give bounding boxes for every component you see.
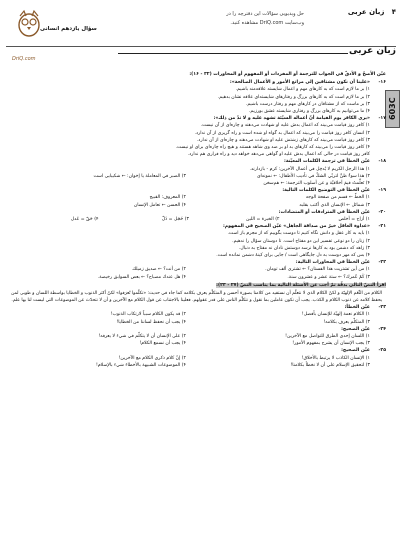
questions-body [8, 70, 386, 369]
option-4[interactable]: ۴) هل عندك مصباح؟ ← بعض السوابق رخيصة. [97, 274, 186, 280]
option-extra-line: كافر روز قیامت در حالی كه اعمال بدش علیه او گواهی می‌دهد خواهد دید و راه فراری هم ندارد. [187, 152, 370, 158]
options-grid [8, 311, 386, 325]
booklet-code-tab: 603C [385, 90, 400, 128]
option-4[interactable]: ۴) الموضوعات الشبيهة بالأخطاء شيء بالإسلام! [95, 362, 186, 368]
header-subject: زبان عربی [347, 8, 385, 16]
owl-logo-icon [16, 8, 42, 38]
header-note-line2: وب‌سایت DriQ.com مشاهده کنید. [230, 20, 304, 26]
option-1[interactable]: ١) أزاح = أخلص [338, 217, 370, 223]
question-text: عيّن الخطأ في المحاورات التالية: [295, 260, 370, 266]
question-text: «عداوة العاقل خيرٌ من صداقة الجاهل» عيّن الصحيح في المفهوم: [222, 224, 370, 230]
option-2[interactable]: ٢) إنّ كلام ذكرى الكلام مع الآخرين! [118, 355, 186, 361]
option-3[interactable]: ٣) كَمْ عُمرك؟ ← ستة عشر و عشرون سنة. [287, 274, 370, 280]
option-3[interactable]: ٣) لتحقيق الإسلام علي أن لا نخطأ بكلامنا! [290, 362, 370, 368]
option-2[interactable]: ٢) هذا سوءُ ظنِّ لتربّي الشكّ في تأديب الأطفال: ← نمونه‌اى [256, 173, 370, 179]
option-1[interactable]: ١) اللسان إحدى الطرق للتواصل مع الآخرين! [285, 333, 370, 339]
option-4[interactable]: ۴) ما می‌توانیم به كارهای بزرگ و رفتاری شایسته عشق بورزیم. [248, 109, 370, 115]
question-20 [8, 209, 386, 216]
option-1[interactable]: ١) هذا الرجل الكريم لا يُدخِل في أعمال الآخرين: كرم - بازدارند. [249, 166, 370, 172]
passage-instruction: اقرأ النصّ التالي بدقّة ثمّ أجب عن الأسئلة التالية بما يناسب النصّ (٢٧ - ٢٣): [216, 282, 386, 288]
option-4[interactable]: ۴) الحسن ← تعامل الإنسان [133, 202, 186, 208]
question-number: ١٧- [378, 116, 386, 122]
section-instruction: عيّن الأصحّ و الأدقّ في الجواب للترجمة أو المفردات أو المفهوم أو المحاورات (٣٢ - ١۶): [189, 72, 386, 77]
question-22 [8, 259, 386, 266]
option-4[interactable]: ۴) يجب أن نسمع الكلام! [139, 341, 186, 347]
question-number: ٢٠- [378, 209, 386, 215]
question-25 [8, 347, 386, 354]
question-text: عيّن الخطأ في المترادفات أو المتضادات: [278, 209, 370, 215]
option-2[interactable]: ٢) المعروف: القبيح [149, 195, 186, 201]
option-1[interactable]: ١) الإنسان الكاذب لا يرتبط بالأخلاق! [301, 355, 370, 361]
option-3[interactable]: ٣) كافر روز قیامت می‌بیند كه كارهای زشتش علیه او شهادت می‌دهند و چاره‌ای از آن ندارد. [196, 137, 370, 143]
passage-heading [8, 282, 386, 289]
question-number: ٢۴- [378, 326, 386, 332]
option-2[interactable]: ٢) الخبرة = اللین [245, 217, 280, 223]
option-2[interactable]: ٢) قد يكون الكلام سبباً لارتكاب الذنوب! [110, 312, 186, 318]
options-grid [8, 355, 386, 369]
option-4[interactable]: ۴) حَقّ = عَدل [70, 217, 99, 223]
header-subtitle: سؤال یازدهم انسانی [40, 26, 97, 32]
header-note [154, 10, 304, 28]
header-note-line1: حل ویدیویی سؤالات این دفترچه را در [226, 11, 304, 17]
option-3[interactable]: ٣) شمائل ← الإنسان الذي أكتب بقلبه [299, 202, 370, 208]
option-2[interactable]: ٢) على الإنسان أن لا يتكلّم في شيء لا يعرفه! [98, 333, 186, 339]
options-grid [8, 216, 386, 223]
option-3[interactable]: ٣) بر ماست كه از مشتاقان در كارهای مهم و رفتار درست باشیم. [245, 101, 370, 107]
title-divider [118, 53, 348, 54]
question-text: عيّن الخطأ في ترجمة الكلمات المعيّنة: [284, 159, 370, 165]
question-17 [8, 115, 386, 122]
question-number: ٢١- [378, 224, 386, 230]
option-3[interactable]: ٣) يجب الإنسان أن يشرح بمفهوم الأمور! [292, 341, 370, 347]
option-1[interactable]: ١) كافر روز قیامت می‌بیند كه اعمال بدش علیه او شهادت می‌دهند و چاره‌ای از آن نیست. [200, 123, 370, 129]
question-text: «علينا أن نكون مشتاقين إلى مراتع الأمور و الأعمال الصالحة»: [229, 80, 370, 86]
section-title: زبان عربی [349, 46, 396, 56]
option-1[interactable]: ١) من أين تشتريت هذا الفستان؟ ← تشتري ألف تومان. [265, 267, 370, 273]
question-number: ٢۵- [378, 348, 386, 354]
option-1[interactable]: ١) الكلام نعمة إلهيّة للإنسان بأفضل! [301, 312, 370, 318]
option-3[interactable]: ٣) خَجَل = ذَلّ [161, 217, 189, 223]
option-4[interactable]: ۴) تَعلَّمتُ قيمَ أخلاقيّة و عن أسلوب الترجمة: ← هم‌سخن [263, 181, 370, 187]
option-1[interactable]: ١) بر ما لازم است كه به كارهای مهم و اعمال شایسته علاقه‌مند باشیم. [235, 87, 370, 93]
options-grid [8, 266, 386, 280]
reading-passage: الكلام من النِّعَم الإلهيّة و لكنّ الكلام الذي لا نتعلّم أن نستفيد من كلامنا بصورة أحسن و المتكلّم يعرف بكلامه كما جاء في حديث: «تكلّموا تُعرَفوا» لكنّ أكثر الذنوب و الخطايا بواسطة اللسان و طوبى لمن يحفظ كلامه عن ذنوب الكلام و الكذب. يجب أن نكون عاملين بما نقول و نتكلّم الناس على قدر عقولهم. فعلينا بالاجتناب عن قول الكلام مع الآخرين و أن لا نتحدّث عن الموضوعات التي ليست لنا بها علم. [11, 291, 382, 304]
question-number: ٢٢- [378, 260, 386, 266]
question-text: عيّن الصحيح: [341, 326, 370, 332]
page-number-and-subject [348, 8, 396, 16]
question-text: عيّن الخطأ في التوضيح الكلمات التالية: [282, 188, 370, 194]
question-23 [8, 304, 386, 311]
options-grid [8, 194, 386, 208]
question-number: ١٩- [378, 188, 386, 194]
question-21 [8, 223, 386, 230]
question-text: عيّن الخطأ: [344, 305, 370, 311]
option-2[interactable]: ٢) بر ما لازم است كه به كارهای بزرگ و رفتارهای شایسته‌ای علاقه نشان بدهیم. [217, 94, 370, 100]
option-1[interactable]: ١) باید به کار عقل و دانش نگاه کنیم تا دوست بگوییم که از مجرم باز است. [227, 231, 370, 237]
option-4[interactable]: ۴) يجب أن نحفظ لساننا من الخطايا! [116, 319, 186, 325]
question-24 [8, 326, 386, 333]
page-number: ۴ [391, 8, 396, 16]
option-2[interactable]: ٢) انسان كافر روز قیامت را می‌بیند كه اعمال بد گواه او شده است و راه گریزی از آن ندارد. [194, 130, 370, 136]
question-19 [8, 187, 386, 194]
question-18 [8, 158, 386, 165]
question-text: عيّن الصحيح: [341, 348, 370, 354]
page-header [6, 6, 396, 47]
question-16 [8, 79, 386, 86]
title-band [118, 46, 396, 61]
option-3[interactable]: ٣) الصبر في المعاملة یا إخوان: ← شکیبایی است [93, 173, 186, 179]
site-url[interactable]: DriQ.com [12, 56, 36, 62]
question-number: ١٨- [378, 159, 386, 165]
option-1[interactable]: ١) الخطّ ← قسم من صفحة الوجه [305, 195, 370, 201]
option-3[interactable]: ٣) المتكلّم يعرف بكلامه! [323, 319, 370, 325]
option-2[interactable]: ٢) من أنت؟ ← صديق زميلك [132, 267, 186, 273]
question-number: ١۶- [378, 80, 386, 86]
option-2[interactable]: ٢) زنان را دو نوعی تفسیر این دو مفتاح است. تا دوستان سؤال را ندهیم. [232, 238, 370, 244]
options-grid [8, 333, 386, 347]
option-4[interactable]: ۴) بس كه مهر دوست به دل جایگاهی است / جایی برای كینهٔ دشمن نمانده است. [216, 253, 370, 259]
question-text: «يرى الكافر يوم القيامة أنّ أعماله السيّئة تشهد عليه و لا تدّ من ذلك»: [213, 116, 370, 122]
option-3[interactable]: ٣) زاهد كه دشمن بود به كارها نرسد دوستش نادان نه مفتاح به دنبال. [238, 245, 370, 251]
options-grid [8, 173, 386, 180]
option-4[interactable]: ۴) كافر روز قیامت را می‌بیند كه كارهای بد او بر ضد وی شاهد هستند و هیچ راه چاره‌ای برای او نیست. [175, 145, 370, 151]
question-number: ٢٣- [378, 305, 386, 311]
